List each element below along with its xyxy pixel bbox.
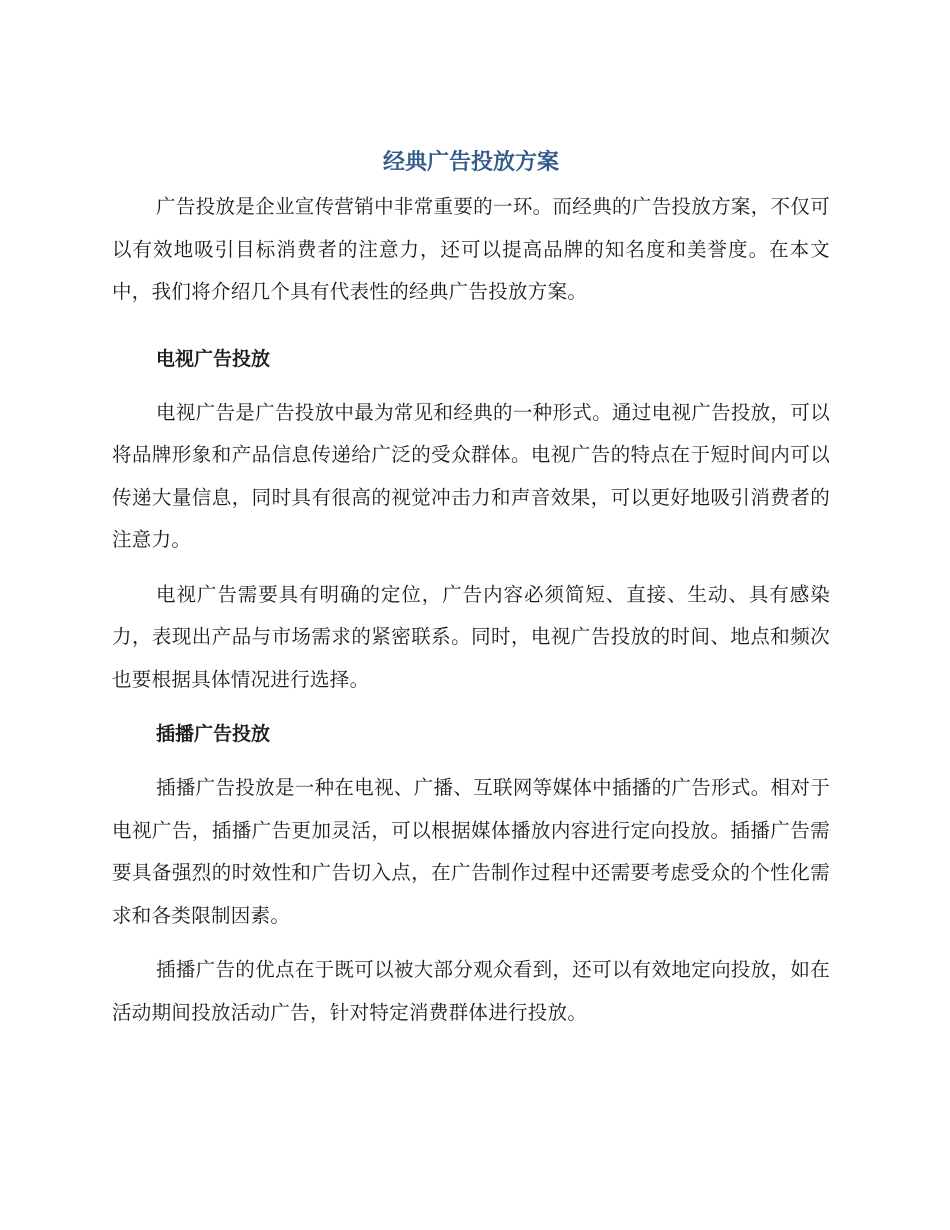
intro-paragraph: 广告投放是企业宣传营销中非常重要的一环。而经典的广告投放方案，不仅可以有效地吸引目标消费者的注意力，还可以提高品牌的知名度和美誉度。在本文中，我们将介绍几个具有代表性的经典广告投放方案。 (112, 195, 830, 303)
section-paragraph: 插播广告的优点在于既可以被大部分观众看到，还可以有效地定向投放，如在活动期间投放活动广告，针对特定消费群体进行投放。 (112, 958, 830, 1024)
spacer (112, 562, 830, 574)
section-insert-ads (112, 713, 830, 1034)
section-paragraph: 电视广告需要具有明确的定位，广告内容必须简短、直接、生动、具有感染力，表现出产品与市场需求的紧密联系。同时，电视广告投放的时间、地点和频次也要根据具体情况进行选择。 (112, 582, 830, 691)
section-tv-ads (112, 338, 830, 702)
document-title: 经典广告投放方案 (382, 150, 559, 175)
section-paragraph: 插播广告投放是一种在电视、广播、互联网等媒体中插播的广告形式。相对于电视广告，插播广告更加灵活，可以根据媒体播放内容进行定向投放。插播广告需要具备强烈的时效性和广告切入点，在广告制作过程中还需要考虑受众的个性化需求和各类限制因素。 (112, 776, 830, 927)
document-page (112, 146, 830, 1034)
section-paragraph: 电视广告是广告投放中最为常见和经典的一种形式。通过电视广告投放，可以将品牌形象和产品信息传递给广泛的受众群体。电视广告的特点在于短时间内可以传递大量信息，同时具有很高的视觉冲击力和声音效果，可以更好地吸引消费者的注意力。 (112, 400, 830, 551)
spacer (112, 937, 830, 949)
section-heading: 插播广告投放 (156, 723, 271, 745)
spacer (112, 314, 830, 326)
section-heading: 电视广告投放 (156, 347, 271, 370)
